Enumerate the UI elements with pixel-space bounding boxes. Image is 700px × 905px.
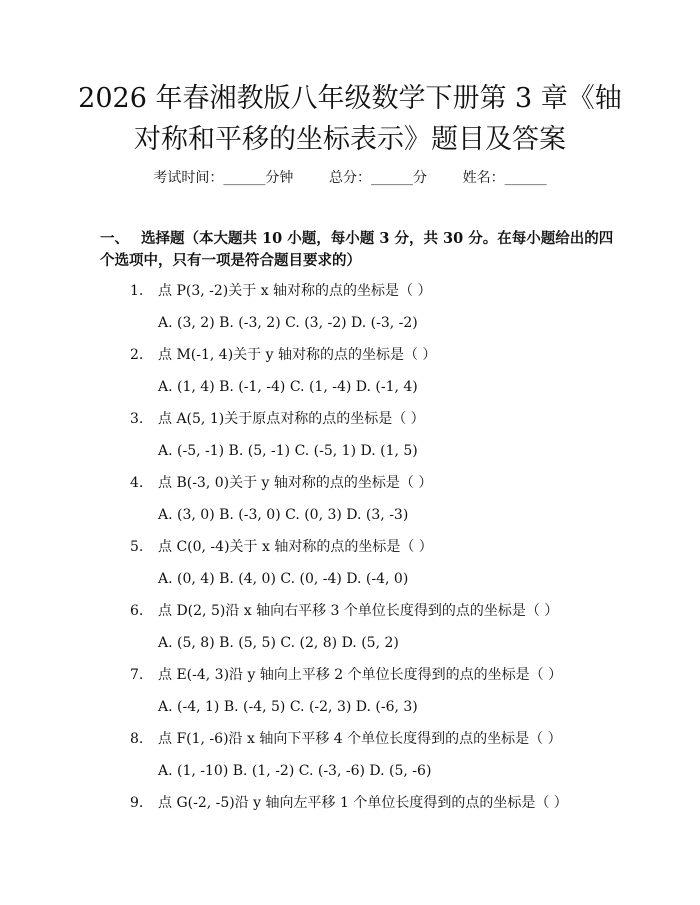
question-text: 点 P(3, -2)关于 x 轴对称的点的坐标是（ ） <box>158 283 432 299</box>
exam-info-line <box>0 168 700 188</box>
question-3 <box>130 409 650 429</box>
section-number: 一、 <box>100 230 129 247</box>
student-name: 姓名：______ <box>462 170 547 186</box>
question-3-options: A. (-5, -1) B. (5, -1) C. (-5, 1) D. (1, 5) <box>158 443 418 459</box>
question-number: 2. <box>130 347 144 363</box>
question-1 <box>130 281 650 301</box>
question-2 <box>130 345 650 365</box>
question-number: 9. <box>130 795 144 811</box>
title-line-1: 2026 年春湘教版八年级数学下册第 3 章《轴 <box>78 83 622 114</box>
question-7 <box>130 665 650 685</box>
question-2-options: A. (1, 4) B. (-1, -4) C. (1, -4) D. (-1, 4) <box>158 379 418 395</box>
question-text: 点 C(0, -4)关于 x 轴对称的点的坐标是（ ） <box>158 539 433 555</box>
question-number: 8. <box>130 731 144 747</box>
question-text: 点 G(-2, -5)沿 y 轴向左平移 1 个单位长度得到的点的坐标是（ ） <box>158 795 568 811</box>
question-text: 点 F(1, -6)沿 x 轴向下平移 4 个单位长度得到的点的坐标是（ ） <box>158 731 562 747</box>
question-6-options: A. (5, 8) B. (5, 5) C. (2, 8) D. (5, 2) <box>158 635 399 651</box>
document-title <box>70 78 630 160</box>
question-1-options: A. (3, 2) B. (-3, 2) C. (3, -2) D. (-3, -2) <box>158 315 418 331</box>
section-heading <box>100 228 620 272</box>
question-number: 6. <box>130 603 144 619</box>
question-4-options: A. (3, 0) B. (-3, 0) C. (0, 3) D. (3, -3) <box>158 507 409 523</box>
question-number: 7. <box>130 667 144 683</box>
question-9 <box>130 793 650 813</box>
question-7-options: A. (-4, 1) B. (-4, 5) C. (-2, 3) D. (-6, 3) <box>158 699 418 715</box>
total-score: 总分：______分 <box>329 170 427 186</box>
question-text: 点 A(5, 1)关于原点对称的点的坐标是（ ） <box>158 411 425 427</box>
question-text: 点 D(2, 5)沿 x 轴向右平移 3 个单位长度得到的点的坐标是（ ） <box>158 603 559 619</box>
question-4 <box>130 473 650 493</box>
question-text: 点 B(-3, 0)关于 y 轴对称的点的坐标是（ ） <box>158 475 433 491</box>
question-number: 1. <box>130 283 144 299</box>
question-6 <box>130 601 650 621</box>
question-number: 3. <box>130 411 144 427</box>
section-title: 选择题（本大题共 10 小题，每小题 3 分，共 30 分。在每小题给出的四个选项中，只有一项是符合题目要求的） <box>100 230 614 269</box>
question-8 <box>130 729 650 749</box>
question-text: 点 M(-1, 4)关于 y 轴对称的点的坐标是（ ） <box>158 347 437 363</box>
exam-time: 考试时间：______分钟 <box>153 170 294 186</box>
question-text: 点 E(-4, 3)沿 y 轴向上平移 2 个单位长度得到的点的坐标是（ ） <box>158 667 563 683</box>
title-line-2: 对称和平移的坐标表示》题目及答案 <box>134 124 566 155</box>
question-5-options: A. (0, 4) B. (4, 0) C. (0, -4) D. (-4, 0) <box>158 571 409 587</box>
question-number: 4. <box>130 475 144 491</box>
question-8-options: A. (1, -10) B. (1, -2) C. (-3, -6) D. (5, -6) <box>158 763 432 779</box>
question-number: 5. <box>130 539 144 555</box>
question-5 <box>130 537 650 557</box>
